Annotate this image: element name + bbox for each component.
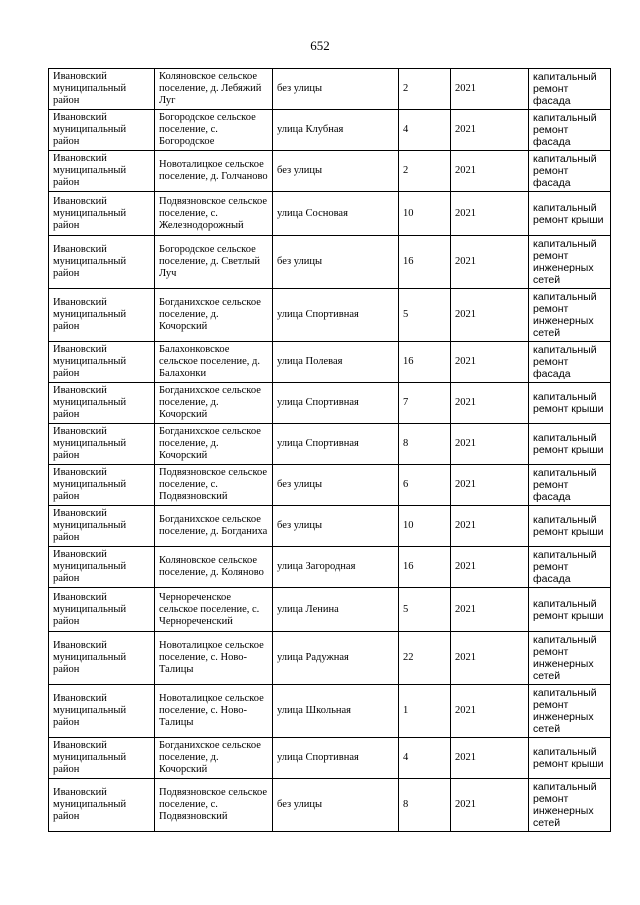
cell-year: 2021 (451, 632, 529, 685)
cell-district: Ивановский муниципальный район (49, 383, 155, 424)
table-row (49, 738, 611, 779)
cell-year: 2021 (451, 547, 529, 588)
cell-street: без улицы (273, 236, 399, 289)
page-number: 652 (310, 38, 330, 53)
cell-settlement: Богданихское сельское поселение, д. Кочорский (155, 738, 273, 779)
cell-year: 2021 (451, 588, 529, 632)
cell-house: 22 (399, 632, 451, 685)
cell-settlement: Богородское сельское поселение, д. Светлый Луч (155, 236, 273, 289)
cell-settlement: Богданихское сельское поселение, д. Кочорский (155, 383, 273, 424)
cell-year: 2021 (451, 236, 529, 289)
cell-street: без улицы (273, 506, 399, 547)
cell-street: улица Радужная (273, 632, 399, 685)
cell-settlement: Новоталицкое сельское поселение, с. Ново-Талицы (155, 685, 273, 738)
table-row (49, 632, 611, 685)
cell-settlement: Коляновское сельское поселение, д. Лебяжий Луг (155, 69, 273, 110)
cell-street: улица Клубная (273, 110, 399, 151)
cell-work: капитальный ремонт крыши (529, 424, 611, 465)
cell-district: Ивановский муниципальный район (49, 192, 155, 236)
cell-district: Ивановский муниципальный район (49, 236, 155, 289)
cell-street: без улицы (273, 69, 399, 110)
cell-street: без улицы (273, 465, 399, 506)
cell-work: капитальный ремонт крыши (529, 588, 611, 632)
cell-house: 16 (399, 342, 451, 383)
cell-work: капитальный ремонт фасада (529, 547, 611, 588)
cell-district: Ивановский муниципальный район (49, 342, 155, 383)
cell-year: 2021 (451, 506, 529, 547)
table-row (49, 506, 611, 547)
cell-street: без улицы (273, 779, 399, 832)
cell-settlement: Богданихское сельское поселение, д. Кочорский (155, 424, 273, 465)
housing-repair-table (48, 68, 611, 832)
cell-work: капитальный ремонт крыши (529, 506, 611, 547)
cell-work: капитальный ремонт инженерных сетей (529, 779, 611, 832)
cell-house: 5 (399, 289, 451, 342)
cell-work: капитальный ремонт крыши (529, 383, 611, 424)
cell-year: 2021 (451, 110, 529, 151)
cell-settlement: Новоталицкое сельское поселение, с. Ново-Талицы (155, 632, 273, 685)
cell-house: 10 (399, 506, 451, 547)
table-row (49, 383, 611, 424)
cell-year: 2021 (451, 685, 529, 738)
cell-settlement: Чернореченское сельское поселение, с. Чернореченский (155, 588, 273, 632)
cell-work: капитальный ремонт фасада (529, 151, 611, 192)
cell-district: Ивановский муниципальный район (49, 632, 155, 685)
table-row (49, 465, 611, 506)
cell-year: 2021 (451, 738, 529, 779)
table-row (49, 192, 611, 236)
cell-house: 8 (399, 424, 451, 465)
cell-work: капитальный ремонт крыши (529, 738, 611, 779)
cell-street: улица Спортивная (273, 383, 399, 424)
cell-district: Ивановский муниципальный район (49, 465, 155, 506)
cell-year: 2021 (451, 342, 529, 383)
cell-work: капитальный ремонт фасада (529, 342, 611, 383)
cell-settlement: Богданихское сельское поселение, д. Богданиха (155, 506, 273, 547)
cell-work: капитальный ремонт фасада (529, 69, 611, 110)
cell-settlement: Подвязновское сельское поселение, с. Железнодорожный (155, 192, 273, 236)
cell-district: Ивановский муниципальный район (49, 424, 155, 465)
cell-house: 16 (399, 236, 451, 289)
cell-work: капитальный ремонт инженерных сетей (529, 289, 611, 342)
cell-settlement: Новоталицкое сельское поселение, д. Голчаново (155, 151, 273, 192)
cell-district: Ивановский муниципальный район (49, 547, 155, 588)
cell-district: Ивановский муниципальный район (49, 779, 155, 832)
cell-street: улица Ленина (273, 588, 399, 632)
cell-house: 4 (399, 738, 451, 779)
table-row (49, 779, 611, 832)
cell-year: 2021 (451, 383, 529, 424)
table-row (49, 342, 611, 383)
cell-work: капитальный ремонт инженерных сетей (529, 632, 611, 685)
cell-work: капитальный ремонт инженерных сетей (529, 236, 611, 289)
cell-house: 16 (399, 547, 451, 588)
cell-house: 2 (399, 151, 451, 192)
cell-work: капитальный ремонт фасада (529, 110, 611, 151)
cell-settlement: Подвязновское сельское поселение, с. Подвязновский (155, 465, 273, 506)
cell-year: 2021 (451, 69, 529, 110)
cell-district: Ивановский муниципальный район (49, 69, 155, 110)
cell-year: 2021 (451, 192, 529, 236)
cell-district: Ивановский муниципальный район (49, 289, 155, 342)
table-row (49, 110, 611, 151)
table-row (49, 151, 611, 192)
cell-district: Ивановский муниципальный район (49, 685, 155, 738)
cell-house: 4 (399, 110, 451, 151)
cell-settlement: Богородское сельское поселение, с. Богородское (155, 110, 273, 151)
cell-district: Ивановский муниципальный район (49, 151, 155, 192)
cell-settlement: Богданихское сельское поселение, д. Кочорский (155, 289, 273, 342)
cell-street: улица Сосновая (273, 192, 399, 236)
cell-house: 6 (399, 465, 451, 506)
table-row (49, 685, 611, 738)
cell-street: улица Полевая (273, 342, 399, 383)
cell-house: 7 (399, 383, 451, 424)
table-row (49, 69, 611, 110)
cell-house: 5 (399, 588, 451, 632)
table-row (49, 547, 611, 588)
cell-house: 2 (399, 69, 451, 110)
cell-year: 2021 (451, 779, 529, 832)
table-row (49, 236, 611, 289)
cell-settlement: Подвязновское сельское поселение, с. Подвязновский (155, 779, 273, 832)
cell-district: Ивановский муниципальный район (49, 588, 155, 632)
table-row (49, 289, 611, 342)
cell-district: Ивановский муниципальный район (49, 110, 155, 151)
cell-house: 10 (399, 192, 451, 236)
cell-street: улица Школьная (273, 685, 399, 738)
cell-year: 2021 (451, 289, 529, 342)
cell-work: капитальный ремонт инженерных сетей (529, 685, 611, 738)
cell-street: без улицы (273, 151, 399, 192)
cell-street: улица Загородная (273, 547, 399, 588)
cell-street: улица Спортивная (273, 424, 399, 465)
cell-settlement: Коляновское сельское поселение, д. Коляново (155, 547, 273, 588)
cell-year: 2021 (451, 465, 529, 506)
cell-settlement: Балахонковское сельское поселение, д. Балахонки (155, 342, 273, 383)
cell-district: Ивановский муниципальный район (49, 506, 155, 547)
table-row (49, 424, 611, 465)
table-row (49, 588, 611, 632)
cell-work: капитальный ремонт крыши (529, 192, 611, 236)
cell-house: 1 (399, 685, 451, 738)
cell-street: улица Спортивная (273, 738, 399, 779)
cell-work: капитальный ремонт фасада (529, 465, 611, 506)
cell-year: 2021 (451, 151, 529, 192)
cell-year: 2021 (451, 424, 529, 465)
cell-street: улица Спортивная (273, 289, 399, 342)
cell-house: 8 (399, 779, 451, 832)
cell-district: Ивановский муниципальный район (49, 738, 155, 779)
